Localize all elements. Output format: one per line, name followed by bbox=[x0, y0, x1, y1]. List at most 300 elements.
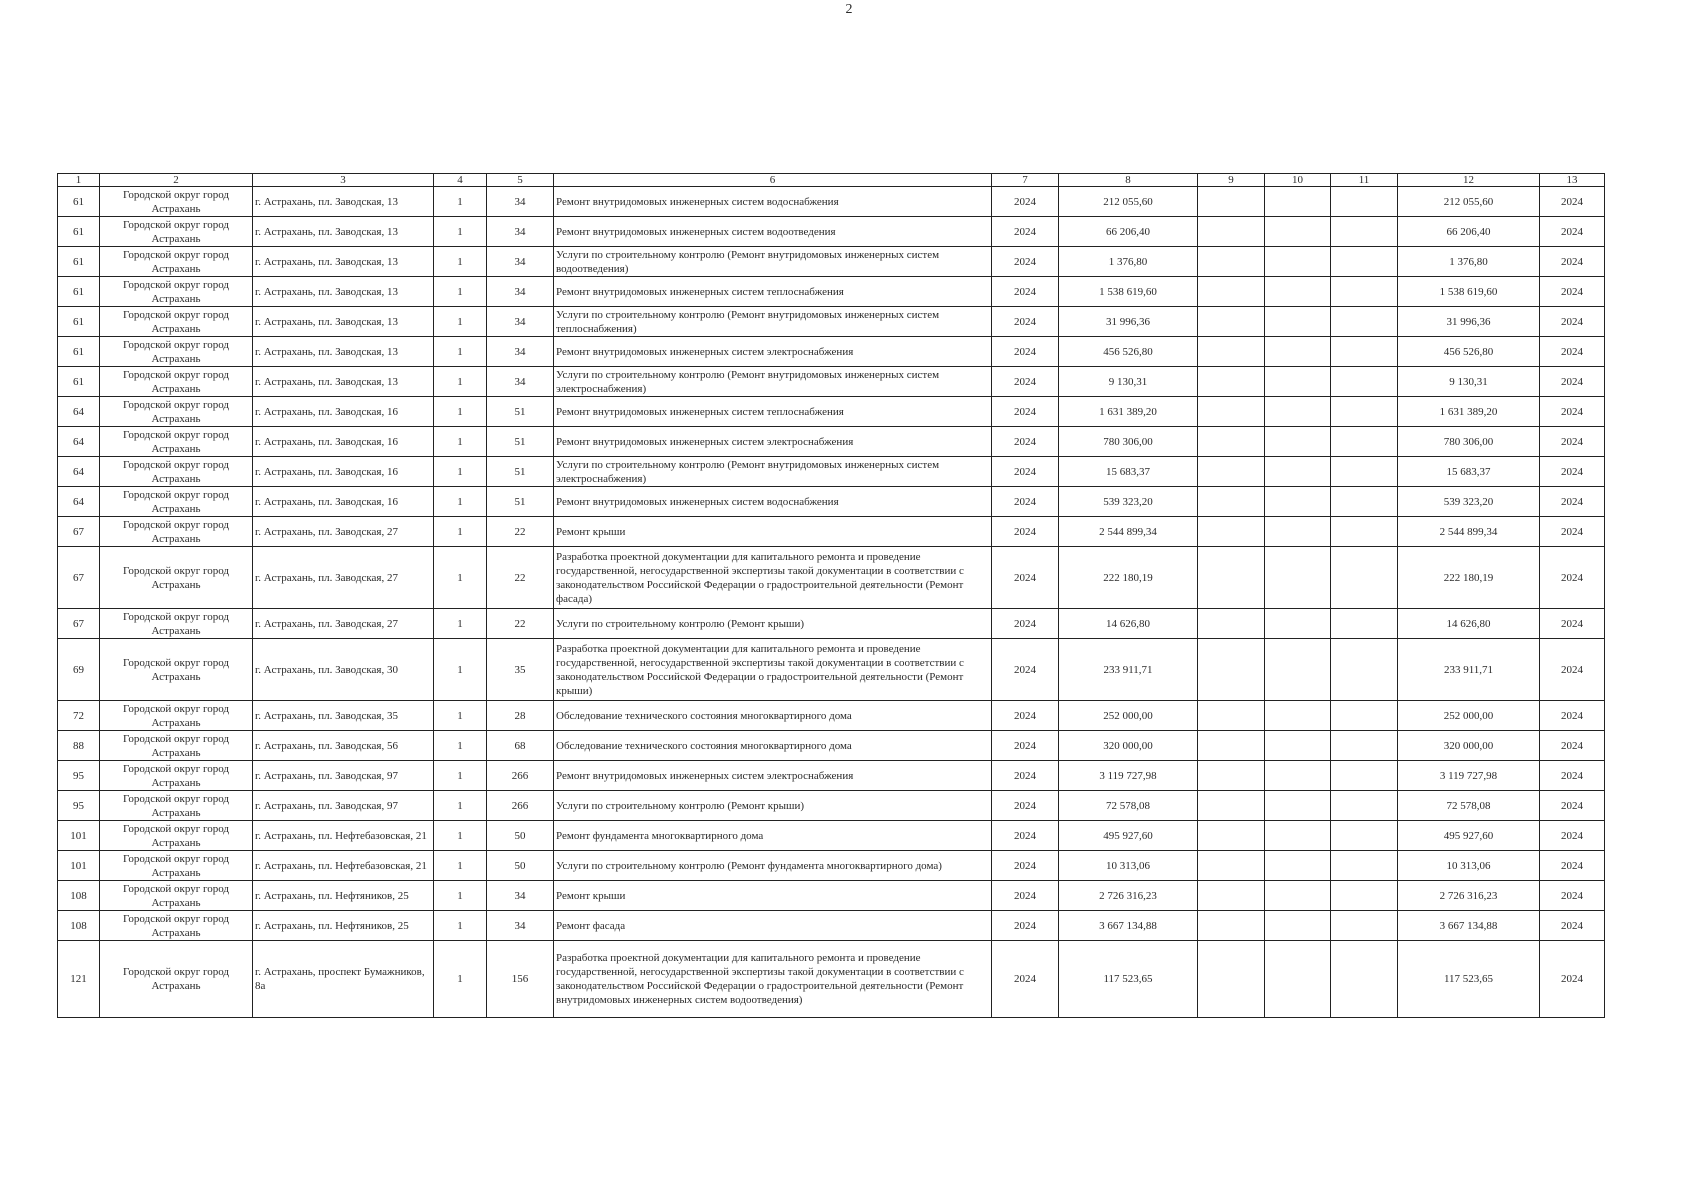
cost-cell: 10 313,06 bbox=[1059, 851, 1198, 881]
col5-cell: 22 bbox=[487, 547, 554, 609]
cost-cell: 233 911,71 bbox=[1059, 639, 1198, 701]
total-cell: 1 538 619,60 bbox=[1398, 277, 1540, 307]
year-cell: 2024 bbox=[992, 247, 1059, 277]
municipality-cell: Городской округ город Астрахань bbox=[100, 457, 253, 487]
year-cell: 2024 bbox=[992, 761, 1059, 791]
col5-cell: 28 bbox=[487, 701, 554, 731]
col11-cell bbox=[1331, 761, 1398, 791]
header-cell: 11 bbox=[1331, 174, 1398, 187]
col11-cell bbox=[1331, 277, 1398, 307]
work-type-cell: Ремонт внутридомовых инженерных систем водоснабжения bbox=[554, 487, 992, 517]
col11-cell bbox=[1331, 397, 1398, 427]
col9-cell bbox=[1198, 247, 1265, 277]
col9-cell bbox=[1198, 337, 1265, 367]
col9-cell bbox=[1198, 609, 1265, 639]
cost-cell: 212 055,60 bbox=[1059, 187, 1198, 217]
col11-cell bbox=[1331, 941, 1398, 1018]
year-cell: 2024 bbox=[992, 547, 1059, 609]
completion-year-cell: 2024 bbox=[1540, 701, 1605, 731]
table-row bbox=[58, 547, 1605, 609]
municipality-cell: Городской округ город Астрахань bbox=[100, 821, 253, 851]
year-cell: 2024 bbox=[992, 457, 1059, 487]
col4-cell: 1 bbox=[434, 547, 487, 609]
address-cell: г. Астрахань, пл. Нефтебазовская, 21 bbox=[253, 851, 434, 881]
cost-cell: 539 323,20 bbox=[1059, 487, 1198, 517]
col4-cell: 1 bbox=[434, 851, 487, 881]
year-cell: 2024 bbox=[992, 367, 1059, 397]
col11-cell bbox=[1331, 701, 1398, 731]
col10-cell bbox=[1265, 547, 1331, 609]
col4-cell: 1 bbox=[434, 731, 487, 761]
address-cell: г. Астрахань, пл. Заводская, 13 bbox=[253, 217, 434, 247]
col11-cell bbox=[1331, 217, 1398, 247]
col10-cell bbox=[1265, 307, 1331, 337]
col10-cell bbox=[1265, 911, 1331, 941]
table-row bbox=[58, 761, 1605, 791]
address-cell: г. Астрахань, пл. Нефтяников, 25 bbox=[253, 911, 434, 941]
year-cell: 2024 bbox=[992, 701, 1059, 731]
completion-year-cell: 2024 bbox=[1540, 731, 1605, 761]
address-cell: г. Астрахань, пл. Заводская, 16 bbox=[253, 397, 434, 427]
total-cell: 66 206,40 bbox=[1398, 217, 1540, 247]
col11-cell bbox=[1331, 367, 1398, 397]
col4-cell: 1 bbox=[434, 701, 487, 731]
total-cell: 72 578,08 bbox=[1398, 791, 1540, 821]
col5-cell: 34 bbox=[487, 307, 554, 337]
municipality-cell: Городской округ город Астрахань bbox=[100, 277, 253, 307]
object-number-cell: 108 bbox=[58, 881, 100, 911]
col5-cell: 51 bbox=[487, 397, 554, 427]
col5-cell: 34 bbox=[487, 337, 554, 367]
cost-cell: 15 683,37 bbox=[1059, 457, 1198, 487]
completion-year-cell: 2024 bbox=[1540, 427, 1605, 457]
cost-cell: 14 626,80 bbox=[1059, 609, 1198, 639]
address-cell: г. Астрахань, пл. Заводская, 97 bbox=[253, 791, 434, 821]
col9-cell bbox=[1198, 307, 1265, 337]
address-cell: г. Астрахань, пл. Заводская, 13 bbox=[253, 277, 434, 307]
header-cell: 5 bbox=[487, 174, 554, 187]
completion-year-cell: 2024 bbox=[1540, 821, 1605, 851]
col11-cell bbox=[1331, 337, 1398, 367]
cost-cell: 31 996,36 bbox=[1059, 307, 1198, 337]
table-row bbox=[58, 307, 1605, 337]
work-type-cell: Услуги по строительному контролю (Ремонт крыши) bbox=[554, 609, 992, 639]
work-type-cell: Услуги по строительному контролю (Ремонт внутридомовых инженерных систем электроснабжения) bbox=[554, 367, 992, 397]
completion-year-cell: 2024 bbox=[1540, 367, 1605, 397]
col4-cell: 1 bbox=[434, 277, 487, 307]
col5-cell: 34 bbox=[487, 277, 554, 307]
col10-cell bbox=[1265, 941, 1331, 1018]
municipality-cell: Городской округ город Астрахань bbox=[100, 217, 253, 247]
year-cell: 2024 bbox=[992, 397, 1059, 427]
year-cell: 2024 bbox=[992, 911, 1059, 941]
table-row bbox=[58, 247, 1605, 277]
total-cell: 320 000,00 bbox=[1398, 731, 1540, 761]
cost-cell: 1 538 619,60 bbox=[1059, 277, 1198, 307]
completion-year-cell: 2024 bbox=[1540, 547, 1605, 609]
cost-cell: 252 000,00 bbox=[1059, 701, 1198, 731]
total-cell: 222 180,19 bbox=[1398, 547, 1540, 609]
address-cell: г. Астрахань, пл. Заводская, 97 bbox=[253, 761, 434, 791]
year-cell: 2024 bbox=[992, 731, 1059, 761]
table-row bbox=[58, 337, 1605, 367]
table-row bbox=[58, 911, 1605, 941]
object-number-cell: 67 bbox=[58, 609, 100, 639]
header-cell: 3 bbox=[253, 174, 434, 187]
col5-cell: 35 bbox=[487, 639, 554, 701]
object-number-cell: 121 bbox=[58, 941, 100, 1018]
col4-cell: 1 bbox=[434, 307, 487, 337]
cost-cell: 3 119 727,98 bbox=[1059, 761, 1198, 791]
municipality-cell: Городской округ город Астрахань bbox=[100, 941, 253, 1018]
col10-cell bbox=[1265, 639, 1331, 701]
table-row bbox=[58, 367, 1605, 397]
object-number-cell: 61 bbox=[58, 187, 100, 217]
col11-cell bbox=[1331, 247, 1398, 277]
col5-cell: 34 bbox=[487, 367, 554, 397]
cost-cell: 66 206,40 bbox=[1059, 217, 1198, 247]
object-number-cell: 61 bbox=[58, 277, 100, 307]
completion-year-cell: 2024 bbox=[1540, 337, 1605, 367]
address-cell: г. Астрахань, пл. Заводская, 35 bbox=[253, 701, 434, 731]
municipality-cell: Городской округ город Астрахань bbox=[100, 761, 253, 791]
col4-cell: 1 bbox=[434, 457, 487, 487]
header-cell: 2 bbox=[100, 174, 253, 187]
cost-cell: 320 000,00 bbox=[1059, 731, 1198, 761]
col10-cell bbox=[1265, 609, 1331, 639]
completion-year-cell: 2024 bbox=[1540, 277, 1605, 307]
col5-cell: 34 bbox=[487, 187, 554, 217]
total-cell: 2 726 316,23 bbox=[1398, 881, 1540, 911]
object-number-cell: 64 bbox=[58, 457, 100, 487]
col11-cell bbox=[1331, 731, 1398, 761]
header-cell: 1 bbox=[58, 174, 100, 187]
work-type-cell: Ремонт крыши bbox=[554, 517, 992, 547]
municipality-cell: Городской округ город Астрахань bbox=[100, 639, 253, 701]
year-cell: 2024 bbox=[992, 941, 1059, 1018]
col4-cell: 1 bbox=[434, 881, 487, 911]
work-type-cell: Услуги по строительному контролю (Ремонт внутридомовых инженерных систем водоотведения) bbox=[554, 247, 992, 277]
col5-cell: 266 bbox=[487, 761, 554, 791]
col5-cell: 51 bbox=[487, 427, 554, 457]
total-cell: 252 000,00 bbox=[1398, 701, 1540, 731]
completion-year-cell: 2024 bbox=[1540, 911, 1605, 941]
municipality-cell: Городской округ город Астрахань bbox=[100, 701, 253, 731]
work-type-cell: Ремонт крыши bbox=[554, 881, 992, 911]
work-type-cell: Ремонт фасада bbox=[554, 911, 992, 941]
col4-cell: 1 bbox=[434, 639, 487, 701]
col4-cell: 1 bbox=[434, 367, 487, 397]
completion-year-cell: 2024 bbox=[1540, 517, 1605, 547]
year-cell: 2024 bbox=[992, 639, 1059, 701]
year-cell: 2024 bbox=[992, 609, 1059, 639]
table-row bbox=[58, 639, 1605, 701]
object-number-cell: 101 bbox=[58, 821, 100, 851]
header-cell: 12 bbox=[1398, 174, 1540, 187]
work-type-cell: Услуги по строительному контролю (Ремонт внутридомовых инженерных систем электроснабжения) bbox=[554, 457, 992, 487]
object-number-cell: 88 bbox=[58, 731, 100, 761]
col10-cell bbox=[1265, 851, 1331, 881]
completion-year-cell: 2024 bbox=[1540, 791, 1605, 821]
cost-cell: 222 180,19 bbox=[1059, 547, 1198, 609]
col9-cell bbox=[1198, 277, 1265, 307]
object-number-cell: 95 bbox=[58, 791, 100, 821]
col9-cell bbox=[1198, 791, 1265, 821]
address-cell: г. Астрахань, пл. Заводская, 13 bbox=[253, 367, 434, 397]
table-row bbox=[58, 701, 1605, 731]
col5-cell: 34 bbox=[487, 217, 554, 247]
col10-cell bbox=[1265, 791, 1331, 821]
work-type-cell: Ремонт внутридомовых инженерных систем водоснабжения bbox=[554, 187, 992, 217]
col5-cell: 51 bbox=[487, 487, 554, 517]
col11-cell bbox=[1331, 487, 1398, 517]
total-cell: 9 130,31 bbox=[1398, 367, 1540, 397]
col5-cell: 50 bbox=[487, 821, 554, 851]
municipality-cell: Городской округ город Астрахань bbox=[100, 911, 253, 941]
table-row bbox=[58, 941, 1605, 1018]
col11-cell bbox=[1331, 187, 1398, 217]
municipality-cell: Городской округ город Астрахань bbox=[100, 247, 253, 277]
cost-cell: 495 927,60 bbox=[1059, 821, 1198, 851]
municipality-cell: Городской округ город Астрахань bbox=[100, 851, 253, 881]
col4-cell: 1 bbox=[434, 397, 487, 427]
work-type-cell: Услуги по строительному контролю (Ремонт фундамента многоквартирного дома) bbox=[554, 851, 992, 881]
object-number-cell: 61 bbox=[58, 337, 100, 367]
municipality-cell: Городской округ город Астрахань bbox=[100, 397, 253, 427]
address-cell: г. Астрахань, пл. Заводская, 27 bbox=[253, 609, 434, 639]
col10-cell bbox=[1265, 277, 1331, 307]
col11-cell bbox=[1331, 881, 1398, 911]
completion-year-cell: 2024 bbox=[1540, 217, 1605, 247]
address-cell: г. Астрахань, пл. Заводская, 13 bbox=[253, 307, 434, 337]
col5-cell: 156 bbox=[487, 941, 554, 1018]
completion-year-cell: 2024 bbox=[1540, 639, 1605, 701]
cost-cell: 780 306,00 bbox=[1059, 427, 1198, 457]
address-cell: г. Астрахань, пл. Заводская, 30 bbox=[253, 639, 434, 701]
work-type-cell: Ремонт внутридомовых инженерных систем теплоснабжения bbox=[554, 397, 992, 427]
address-cell: г. Астрахань, пл. Нефтяников, 25 bbox=[253, 881, 434, 911]
header-cell: 7 bbox=[992, 174, 1059, 187]
col10-cell bbox=[1265, 487, 1331, 517]
year-cell: 2024 bbox=[992, 851, 1059, 881]
year-cell: 2024 bbox=[992, 277, 1059, 307]
table-row bbox=[58, 791, 1605, 821]
address-cell: г. Астрахань, пл. Заводская, 16 bbox=[253, 457, 434, 487]
col10-cell bbox=[1265, 881, 1331, 911]
table-row bbox=[58, 427, 1605, 457]
total-cell: 2 544 899,34 bbox=[1398, 517, 1540, 547]
header-cell: 13 bbox=[1540, 174, 1605, 187]
col9-cell bbox=[1198, 821, 1265, 851]
work-type-cell: Разработка проектной документации для капитального ремонта и проведение государственной, негосударственной экспертизы такой документации в соответствии с законодательством Российской Федерации о градостроительной деятельности (Ремонт внутридомовых инженерных систем водоотведения) bbox=[554, 941, 992, 1018]
col4-cell: 1 bbox=[434, 791, 487, 821]
object-number-cell: 61 bbox=[58, 367, 100, 397]
cost-cell: 9 130,31 bbox=[1059, 367, 1198, 397]
col10-cell bbox=[1265, 457, 1331, 487]
header-row bbox=[58, 174, 1605, 187]
cost-cell: 72 578,08 bbox=[1059, 791, 1198, 821]
col5-cell: 266 bbox=[487, 791, 554, 821]
object-number-cell: 67 bbox=[58, 547, 100, 609]
object-number-cell: 67 bbox=[58, 517, 100, 547]
municipality-cell: Городской округ город Астрахань bbox=[100, 881, 253, 911]
work-type-cell: Разработка проектной документации для капитального ремонта и проведение государственной, негосударственной экспертизы такой документации в соответствии с законодательством Российской Федерации о градостроительной деятельности (Ремонт крыши) bbox=[554, 639, 992, 701]
table-row bbox=[58, 487, 1605, 517]
col10-cell bbox=[1265, 517, 1331, 547]
col10-cell bbox=[1265, 247, 1331, 277]
header-cell: 10 bbox=[1265, 174, 1331, 187]
col11-cell bbox=[1331, 307, 1398, 337]
address-cell: г. Астрахань, пл. Заводская, 16 bbox=[253, 487, 434, 517]
col11-cell bbox=[1331, 639, 1398, 701]
page-number: 2 bbox=[845, 2, 853, 17]
total-cell: 495 927,60 bbox=[1398, 821, 1540, 851]
work-type-cell: Ремонт внутридомовых инженерных систем электроснабжения bbox=[554, 337, 992, 367]
object-number-cell: 69 bbox=[58, 639, 100, 701]
col9-cell bbox=[1198, 731, 1265, 761]
municipality-cell: Городской округ город Астрахань bbox=[100, 609, 253, 639]
table-row bbox=[58, 187, 1605, 217]
object-number-cell: 101 bbox=[58, 851, 100, 881]
year-cell: 2024 bbox=[992, 517, 1059, 547]
table-row bbox=[58, 397, 1605, 427]
col11-cell bbox=[1331, 457, 1398, 487]
total-cell: 3 667 134,88 bbox=[1398, 911, 1540, 941]
col5-cell: 68 bbox=[487, 731, 554, 761]
year-cell: 2024 bbox=[992, 337, 1059, 367]
municipality-cell: Городской округ город Астрахань bbox=[100, 307, 253, 337]
col4-cell: 1 bbox=[434, 427, 487, 457]
municipality-cell: Городской округ город Астрахань bbox=[100, 367, 253, 397]
col9-cell bbox=[1198, 639, 1265, 701]
col10-cell bbox=[1265, 731, 1331, 761]
col10-cell bbox=[1265, 187, 1331, 217]
completion-year-cell: 2024 bbox=[1540, 881, 1605, 911]
col4-cell: 1 bbox=[434, 247, 487, 277]
total-cell: 1 376,80 bbox=[1398, 247, 1540, 277]
table-row bbox=[58, 517, 1605, 547]
col9-cell bbox=[1198, 911, 1265, 941]
col9-cell bbox=[1198, 367, 1265, 397]
col11-cell bbox=[1331, 851, 1398, 881]
object-number-cell: 61 bbox=[58, 217, 100, 247]
address-cell: г. Астрахань, пл. Заводская, 56 bbox=[253, 731, 434, 761]
col5-cell: 34 bbox=[487, 881, 554, 911]
col5-cell: 34 bbox=[487, 911, 554, 941]
col10-cell bbox=[1265, 367, 1331, 397]
header-cell: 6 bbox=[554, 174, 992, 187]
work-type-cell: Ремонт внутридомовых инженерных систем теплоснабжения bbox=[554, 277, 992, 307]
col10-cell bbox=[1265, 761, 1331, 791]
col4-cell: 1 bbox=[434, 487, 487, 517]
completion-year-cell: 2024 bbox=[1540, 307, 1605, 337]
table-row bbox=[58, 731, 1605, 761]
address-cell: г. Астрахань, пл. Заводская, 13 bbox=[253, 187, 434, 217]
col11-cell bbox=[1331, 517, 1398, 547]
col10-cell bbox=[1265, 397, 1331, 427]
header-cell: 9 bbox=[1198, 174, 1265, 187]
year-cell: 2024 bbox=[992, 881, 1059, 911]
col5-cell: 51 bbox=[487, 457, 554, 487]
work-type-cell: Обследование технического состояния многоквартирного дома bbox=[554, 701, 992, 731]
object-number-cell: 61 bbox=[58, 307, 100, 337]
total-cell: 233 911,71 bbox=[1398, 639, 1540, 701]
completion-year-cell: 2024 bbox=[1540, 609, 1605, 639]
address-cell: г. Астрахань, пл. Заводская, 27 bbox=[253, 517, 434, 547]
total-cell: 14 626,80 bbox=[1398, 609, 1540, 639]
total-cell: 539 323,20 bbox=[1398, 487, 1540, 517]
col11-cell bbox=[1331, 547, 1398, 609]
col4-cell: 1 bbox=[434, 217, 487, 247]
address-cell: г. Астрахань, пл. Заводская, 13 bbox=[253, 337, 434, 367]
header-cell: 4 bbox=[434, 174, 487, 187]
col5-cell: 50 bbox=[487, 851, 554, 881]
year-cell: 2024 bbox=[992, 821, 1059, 851]
col9-cell bbox=[1198, 187, 1265, 217]
object-number-cell: 72 bbox=[58, 701, 100, 731]
col10-cell bbox=[1265, 821, 1331, 851]
object-number-cell: 108 bbox=[58, 911, 100, 941]
col5-cell: 22 bbox=[487, 609, 554, 639]
completion-year-cell: 2024 bbox=[1540, 397, 1605, 427]
total-cell: 117 523,65 bbox=[1398, 941, 1540, 1018]
address-cell: г. Астрахань, пл. Заводская, 13 bbox=[253, 247, 434, 277]
address-cell: г. Астрахань, пл. Заводская, 27 bbox=[253, 547, 434, 609]
total-cell: 10 313,06 bbox=[1398, 851, 1540, 881]
completion-year-cell: 2024 bbox=[1540, 187, 1605, 217]
col10-cell bbox=[1265, 217, 1331, 247]
object-number-cell: 61 bbox=[58, 247, 100, 277]
total-cell: 1 631 389,20 bbox=[1398, 397, 1540, 427]
municipality-cell: Городской округ город Астрахань bbox=[100, 547, 253, 609]
col9-cell bbox=[1198, 941, 1265, 1018]
col9-cell bbox=[1198, 547, 1265, 609]
cost-cell: 1 376,80 bbox=[1059, 247, 1198, 277]
col4-cell: 1 bbox=[434, 821, 487, 851]
work-type-cell: Обследование технического состояния многоквартирного дома bbox=[554, 731, 992, 761]
completion-year-cell: 2024 bbox=[1540, 247, 1605, 277]
col4-cell: 1 bbox=[434, 187, 487, 217]
col11-cell bbox=[1331, 821, 1398, 851]
col5-cell: 34 bbox=[487, 247, 554, 277]
table-row bbox=[58, 457, 1605, 487]
address-cell: г. Астрахань, пл. Заводская, 16 bbox=[253, 427, 434, 457]
col9-cell bbox=[1198, 701, 1265, 731]
col10-cell bbox=[1265, 337, 1331, 367]
col9-cell bbox=[1198, 217, 1265, 247]
year-cell: 2024 bbox=[992, 487, 1059, 517]
col10-cell bbox=[1265, 427, 1331, 457]
completion-year-cell: 2024 bbox=[1540, 941, 1605, 1018]
cost-cell: 456 526,80 bbox=[1059, 337, 1198, 367]
municipality-cell: Городской округ город Астрахань bbox=[100, 427, 253, 457]
year-cell: 2024 bbox=[992, 217, 1059, 247]
table-row bbox=[58, 277, 1605, 307]
municipality-cell: Городской округ город Астрахань bbox=[100, 731, 253, 761]
col10-cell bbox=[1265, 701, 1331, 731]
total-cell: 456 526,80 bbox=[1398, 337, 1540, 367]
col4-cell: 1 bbox=[434, 911, 487, 941]
work-type-cell: Ремонт фундамента многоквартирного дома bbox=[554, 821, 992, 851]
col9-cell bbox=[1198, 487, 1265, 517]
total-cell: 31 996,36 bbox=[1398, 307, 1540, 337]
cost-cell: 2 544 899,34 bbox=[1059, 517, 1198, 547]
col9-cell bbox=[1198, 761, 1265, 791]
municipality-cell: Городской округ город Астрахань bbox=[100, 517, 253, 547]
completion-year-cell: 2024 bbox=[1540, 487, 1605, 517]
object-number-cell: 64 bbox=[58, 487, 100, 517]
table-row bbox=[58, 851, 1605, 881]
